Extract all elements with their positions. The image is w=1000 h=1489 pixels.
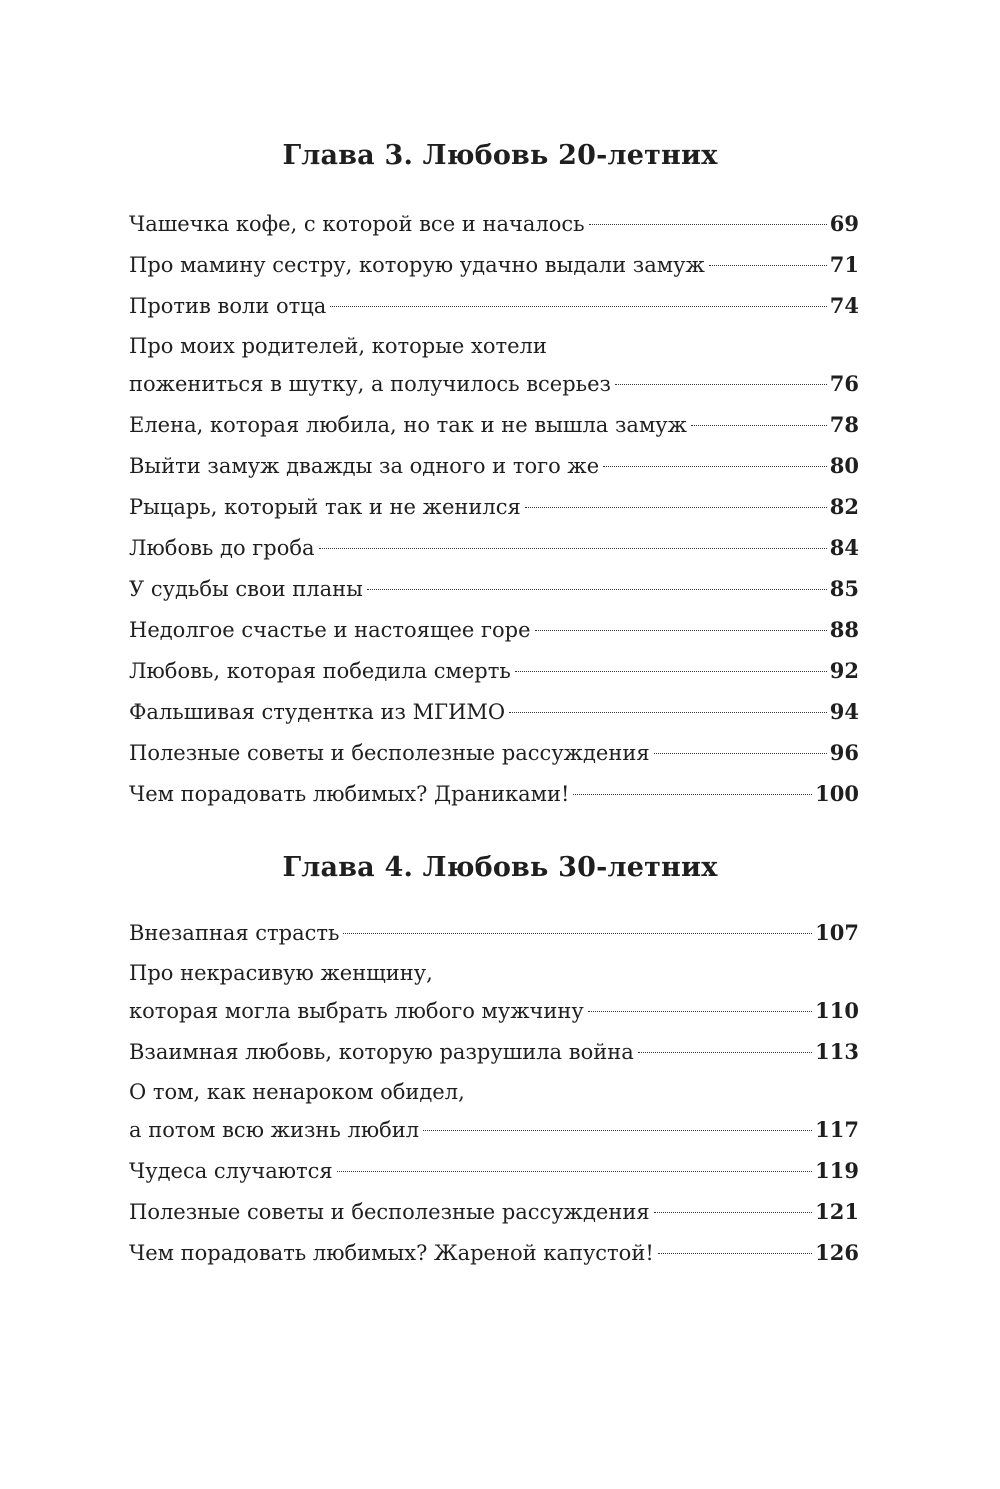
dot-leader xyxy=(691,425,827,426)
toc-entry-page-number: 107 xyxy=(815,920,859,945)
toc-entry-row xyxy=(129,1033,859,1071)
toc-entry-row xyxy=(129,488,859,526)
toc-entry-row xyxy=(129,1111,859,1149)
toc-entry-page-number: 126 xyxy=(815,1240,859,1265)
toc-entry-title: Против воли отца xyxy=(129,294,327,318)
dot-leader xyxy=(638,1052,812,1053)
toc-entry-page-number: 88 xyxy=(829,617,859,642)
toc-entry-row xyxy=(129,365,859,403)
toc-entry[interactable] xyxy=(129,246,859,284)
toc-entry-title: Выйти замуж дважды за одного и того же xyxy=(129,454,600,478)
toc-entry-row xyxy=(129,992,859,1030)
dot-leader xyxy=(515,671,827,672)
toc-entry[interactable] xyxy=(129,287,859,325)
toc-entry[interactable] xyxy=(129,1193,859,1231)
dot-leader xyxy=(589,224,827,225)
toc-entry-title: Внезапная страсть xyxy=(129,921,340,945)
toc-entry[interactable] xyxy=(129,570,859,608)
toc-entry[interactable] xyxy=(129,734,859,772)
toc-entry-title: Елена, которая любила, но так и не вышла замуж xyxy=(129,413,687,437)
toc-entry-title: Чудеса случаются xyxy=(129,1159,333,1183)
toc-entry-row xyxy=(129,570,859,608)
toc-entry-page-number: 94 xyxy=(829,699,859,724)
toc-entry-row xyxy=(129,1234,859,1272)
toc-entry-page-number: 96 xyxy=(829,740,859,765)
dot-leader xyxy=(423,1130,812,1131)
toc-entry-page-number: 119 xyxy=(815,1158,859,1183)
toc-entry-title-line1: О том, как ненароком обидел, xyxy=(129,1080,465,1104)
toc-entry[interactable] xyxy=(129,1152,859,1190)
dot-leader xyxy=(319,548,827,549)
toc-entry-title: Чашечка кофе, с которой все и началось xyxy=(129,212,585,236)
toc-entry-row xyxy=(129,406,859,444)
toc-entry-row xyxy=(129,287,859,325)
toc-entry[interactable] xyxy=(129,1033,859,1071)
toc-entry[interactable] xyxy=(129,447,859,485)
toc-entry-page-number: 117 xyxy=(815,1117,859,1142)
toc-entry[interactable] xyxy=(129,955,859,1030)
dot-leader xyxy=(654,1212,813,1213)
toc-entry-page-number: 82 xyxy=(829,494,859,519)
toc-entry-title: Фальшивая студентка из МГИМО xyxy=(129,700,506,724)
dot-leader xyxy=(509,712,827,713)
toc-entry[interactable] xyxy=(129,611,859,649)
toc-entry-title: Недолгое счастье и настоящее горе xyxy=(129,618,531,642)
toc-entry-row xyxy=(129,652,859,690)
toc-entry[interactable] xyxy=(129,1074,859,1149)
toc-entry-page-number: 110 xyxy=(815,998,859,1023)
toc-entry-page-number: 71 xyxy=(829,252,859,277)
chapter-3-title: Глава 3. Любовь 20-летних xyxy=(282,140,718,171)
toc-entry-row xyxy=(129,246,859,284)
toc-entry-page-number: 78 xyxy=(829,412,859,437)
toc-entry-title: У судьбы свои планы xyxy=(129,577,363,601)
toc-entry-title-line1: Про моих родителей, которые хотели xyxy=(129,334,547,358)
dot-leader xyxy=(654,753,827,754)
dot-leader xyxy=(525,507,827,508)
toc-entry-page-number: 85 xyxy=(829,576,859,601)
toc-entry-page-number: 74 xyxy=(829,293,859,318)
toc-entry-page-number: 113 xyxy=(815,1039,859,1064)
toc-entry-row xyxy=(129,775,859,813)
toc-entry-title: Полезные советы и бесполезные рассуждения xyxy=(129,1200,650,1224)
dot-leader xyxy=(330,306,826,307)
dot-leader xyxy=(337,1171,812,1172)
toc-entry[interactable] xyxy=(129,488,859,526)
toc-entry-title: Взаимная любовь, которую разрушила война xyxy=(129,1040,634,1064)
dot-leader xyxy=(615,384,827,385)
toc-entry-title: Любовь, которая победила смерть xyxy=(129,659,511,683)
toc-entry-title: которая могла выбрать любого мужчину xyxy=(129,999,584,1023)
toc-entry[interactable] xyxy=(129,529,859,567)
toc-entry-row xyxy=(129,734,859,772)
toc-entry[interactable] xyxy=(129,914,859,952)
toc-entry-page-number: 80 xyxy=(829,453,859,478)
chapter-3-toc xyxy=(129,205,859,816)
chapter-4-title: Глава 4. Любовь 30-летних xyxy=(282,852,718,883)
toc-entry-title-line1: Про некрасивую женщину, xyxy=(129,961,433,985)
toc-entry-row xyxy=(129,693,859,731)
toc-entry-page-number: 69 xyxy=(829,211,859,236)
dot-leader xyxy=(588,1011,812,1012)
toc-entry-title: Про мамину сестру, которую удачно выдали замуж xyxy=(129,253,705,277)
toc-entry-row xyxy=(129,611,859,649)
toc-entry-row xyxy=(129,914,859,952)
toc-entry-row xyxy=(129,1193,859,1231)
toc-entry-title: Чем порадовать любимых? Драниками! xyxy=(129,782,570,806)
toc-entry-title: Рыцарь, который так и не женился xyxy=(129,495,521,519)
toc-entry-row xyxy=(129,205,859,243)
dot-leader xyxy=(573,794,812,795)
toc-entry-row xyxy=(129,529,859,567)
dot-leader xyxy=(343,933,812,934)
toc-entry[interactable] xyxy=(129,775,859,813)
toc-entry-title: Чем порадовать любимых? Жареной капустой! xyxy=(129,1241,654,1265)
dot-leader xyxy=(603,466,827,467)
dot-leader xyxy=(658,1253,812,1254)
toc-entry[interactable] xyxy=(129,406,859,444)
dot-leader xyxy=(709,265,827,266)
toc-entry-row xyxy=(129,447,859,485)
toc-entry-page-number: 84 xyxy=(829,535,859,560)
toc-entry[interactable] xyxy=(129,205,859,243)
dot-leader xyxy=(535,630,827,631)
toc-entry-page-number: 92 xyxy=(829,658,859,683)
toc-entry-page-number: 76 xyxy=(829,371,859,396)
toc-entry[interactable] xyxy=(129,328,859,403)
toc-entry-title: а потом всю жизнь любил xyxy=(129,1118,420,1142)
chapter-4-toc xyxy=(129,914,859,1275)
toc-entry[interactable] xyxy=(129,1234,859,1272)
toc-entry-page-number: 100 xyxy=(815,781,859,806)
dot-leader xyxy=(367,589,827,590)
toc-entry-title: Любовь до гроба xyxy=(129,536,315,560)
toc-entry-page-number: 121 xyxy=(815,1199,859,1224)
toc-entry[interactable] xyxy=(129,693,859,731)
toc-entry[interactable] xyxy=(129,652,859,690)
toc-entry-title: пожениться в шутку, а получилось всерьез xyxy=(129,372,611,396)
toc-entry-row xyxy=(129,1152,859,1190)
toc-entry-title: Полезные советы и бесполезные рассуждения xyxy=(129,741,650,765)
